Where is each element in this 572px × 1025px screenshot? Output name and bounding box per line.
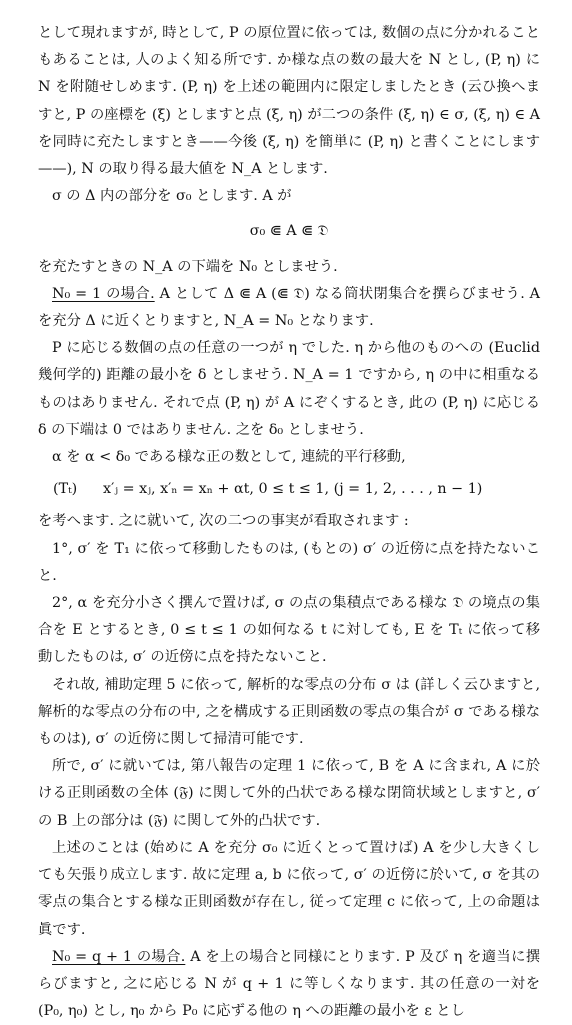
equation-label: (Tₜ): [53, 481, 78, 498]
paragraph: それ故, 補助定理 5 に依って, 解析的な零点の分布 σ は (詳しく云ひますと, 解析的な零点の分布の中, 之を構成する正則函数の零点の集合が σ である様なものは), σ′ の近傍に関して掃清可能です.: [38, 676, 540, 748]
case-heading: N₀ = q + 1 の場合.: [52, 948, 186, 965]
paragraph: 1°, σ′ を T₁ に依って移動したものは, (もとの) σ′ の近傍に点を持たないこと.: [38, 540, 540, 584]
equation-body: x′ⱼ = xⱼ, x′ₙ = xₙ + αt, 0 ≤ t ≤ 1, (j = 1, 2, . . . , n − 1): [103, 481, 483, 498]
paragraph: として現れますが, 時として, P の原位置に依っては, 数個の点に分かれることもあることは, 人のよく知る所です. か様な点の数の最大を N とし, (P, η) に N を附随せしめます. (P, η) を上述の範囲内に限定しましたとき (云ひ換へますと, P の座標を (ξ) としますと点 (ξ, η) が二つの条件 (ξ, η) ∈ σ, (ξ, η) ∈ A を同時に充たしますとき——今後 (ξ, η) を簡単に (P, η) と書くことにします——), N の取り得る最大値を N_A とします.: [38, 25, 540, 178]
paragraph: を充たすときの N_A の下端を N₀ としませう.: [38, 258, 338, 275]
paragraph: を考へます. 之に就いて, 次の二つの事実が看取されます :: [38, 513, 409, 530]
paragraph: 2°, α を充分小さく撰んで置けば, σ の点の集積点である様な 𝔇 の境点の集合を E とするとき, 0 ≤ t ≤ 1 の如何なる t に対しても, E を Tₜ に依って移動したものは, σ′ の近傍に点を持たないこと.: [38, 595, 540, 666]
case-heading: N₀ = 1 の場合.: [52, 285, 155, 302]
paragraph: α を α < δ₀ である様な正の数として, 連続的平行移動,: [52, 449, 406, 466]
paragraph: [38, 944, 540, 1025]
paragraph: 所で, σ′ に就いては, 第八報告の定理 1 に依って, B を A に含まれ, A に於ける正則函数の全体 (𝔉) に関して外的凸状である様な閉筒状域としますと, σ′ の B 上の部分は (𝔉) に関して外的凸状です.: [38, 758, 540, 829]
paragraph-text: A として Δ ⋐ A (⋐ 𝔇) なる筒状閉集合を撰らびませう. A を充分 Δ に近くとりますと, N_A = N₀ となります.: [38, 285, 540, 330]
paragraph: P に応じる数個の点の任意の一つが η でした. η から他のものへの (Euclid 幾何学的) 距離の最小を δ としませう. N_A = 1 ですから, η の中に相重なるものはありません. それで点 (P, η) が A にぞくするとき, 此の (P, η) に応じる δ の下端は 0 ではありません. 之を δ₀ としませう.: [38, 340, 540, 438]
display-equation: σ₀ ⋐ A ⋐ 𝔇: [249, 223, 329, 240]
paragraph: 上述のことは (始めに A を充分 σ₀ に近くとって置けば) A を少し大きくしても矢張り成立します. 故に定理 a, b に依って, σ′ の近傍に於いて, σ を其の零点の集合とする様な正則函数が存在し, 従って定理 c に依って, 上の命題は眞です.: [38, 839, 540, 938]
paragraph-text: A を上の場合と同様にとります. P 及び η を適当に撰らびますと, 之に応じる N が q + 1 に等しくなります. 其の任意の一対を (P₀, η₀) とし, η₀ から P₀ に応ずる他の η への距離の最小を ε とし: [38, 948, 540, 1020]
translation-equation: [38, 476, 540, 503]
paragraph: σ の Δ 内の部分を σ₀ とします. A が: [52, 188, 292, 205]
paragraph: [38, 281, 540, 335]
